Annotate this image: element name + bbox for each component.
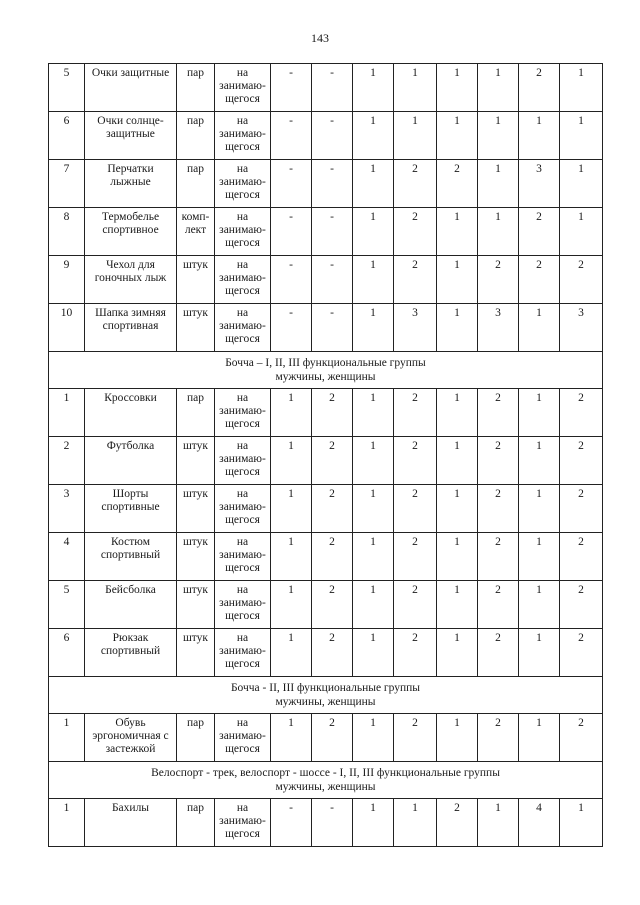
quantity-cell: 2 xyxy=(478,256,519,304)
quantity-cell: 2 xyxy=(394,533,437,581)
usage-cell: на занимаю-щегося xyxy=(215,714,271,762)
usage-cell: на занимаю-щегося xyxy=(215,64,271,112)
item-name-cell: Рюкзак спортивный xyxy=(85,629,177,677)
quantity-cell: 1 xyxy=(394,112,437,160)
row-number-cell: 9 xyxy=(49,256,85,304)
row-number-cell: 1 xyxy=(49,799,85,847)
quantity-cell: 1 xyxy=(519,485,560,533)
row-number-cell: 6 xyxy=(49,629,85,677)
quantity-cell: 2 xyxy=(312,389,353,437)
quantity-cell: 2 xyxy=(519,256,560,304)
quantity-cell: - xyxy=(312,112,353,160)
quantity-cell: 1 xyxy=(353,208,394,256)
quantity-cell: 1 xyxy=(353,64,394,112)
quantity-cell: - xyxy=(271,208,312,256)
quantity-cell: 2 xyxy=(519,208,560,256)
section-title-line2: мужчины, женщины xyxy=(275,696,376,708)
unit-cell: пар xyxy=(177,714,215,762)
row-number-cell: 10 xyxy=(49,304,85,352)
quantity-cell: 1 xyxy=(519,533,560,581)
quantity-cell: 1 xyxy=(437,533,478,581)
page-number: 143 xyxy=(311,31,329,45)
quantity-cell: 1 xyxy=(353,533,394,581)
usage-cell: на занимаю-щегося xyxy=(215,304,271,352)
quantity-cell: - xyxy=(271,160,312,208)
usage-cell: на занимаю-щегося xyxy=(215,437,271,485)
table-row xyxy=(49,437,603,485)
table-row xyxy=(49,256,603,304)
item-name-cell: Чехол для гоночных лыж xyxy=(85,256,177,304)
quantity-cell: 2 xyxy=(394,208,437,256)
quantity-cell: 2 xyxy=(560,533,603,581)
quantity-cell: 1 xyxy=(271,485,312,533)
table-row xyxy=(49,389,603,437)
quantity-cell: - xyxy=(271,799,312,847)
quantity-cell: 2 xyxy=(394,389,437,437)
quantity-cell: 2 xyxy=(478,533,519,581)
usage-cell: на занимаю-щегося xyxy=(215,160,271,208)
quantity-cell: 1 xyxy=(519,437,560,485)
quantity-cell: 1 xyxy=(271,581,312,629)
quantity-cell: 1 xyxy=(560,799,603,847)
quantity-cell: 2 xyxy=(519,64,560,112)
quantity-cell: 1 xyxy=(353,581,394,629)
section-header-row xyxy=(49,677,603,714)
quantity-cell: 1 xyxy=(353,799,394,847)
quantity-cell: 1 xyxy=(353,256,394,304)
quantity-cell: - xyxy=(271,64,312,112)
quantity-cell: 1 xyxy=(437,208,478,256)
quantity-cell: 2 xyxy=(560,714,603,762)
quantity-cell: 2 xyxy=(394,160,437,208)
quantity-cell: 3 xyxy=(394,304,437,352)
quantity-cell: 1 xyxy=(353,389,394,437)
quantity-cell: 1 xyxy=(353,485,394,533)
quantity-cell: 2 xyxy=(394,256,437,304)
quantity-cell: 1 xyxy=(560,160,603,208)
quantity-cell: 2 xyxy=(312,533,353,581)
quantity-cell: 1 xyxy=(437,256,478,304)
quantity-cell: 2 xyxy=(560,581,603,629)
unit-cell: штук xyxy=(177,485,215,533)
item-name-cell: Костюм спортивный xyxy=(85,533,177,581)
quantity-cell: 1 xyxy=(519,581,560,629)
item-name-cell: Кроссовки xyxy=(85,389,177,437)
usage-cell: на занимаю-щегося xyxy=(215,629,271,677)
unit-cell: комп-лект xyxy=(177,208,215,256)
unit-cell: пар xyxy=(177,64,215,112)
quantity-cell: 1 xyxy=(353,160,394,208)
quantity-cell: 2 xyxy=(478,714,519,762)
section-title-line2: мужчины, женщины xyxy=(275,371,376,383)
quantity-cell: 1 xyxy=(437,304,478,352)
quantity-cell: 1 xyxy=(519,714,560,762)
table-row xyxy=(49,64,603,112)
usage-cell: на занимаю-щегося xyxy=(215,112,271,160)
quantity-cell: 2 xyxy=(478,629,519,677)
section-header-row xyxy=(49,352,603,389)
row-number-cell: 3 xyxy=(49,485,85,533)
section-title-line1: Велоспорт - трек, велоспорт - шоссе - I, II, III функциональные группы xyxy=(151,767,500,779)
quantity-cell: 1 xyxy=(437,714,478,762)
quantity-cell: 2 xyxy=(437,160,478,208)
quantity-cell: 3 xyxy=(519,160,560,208)
quantity-cell: 2 xyxy=(312,437,353,485)
item-name-cell: Очки защитные xyxy=(85,64,177,112)
quantity-cell: 2 xyxy=(312,581,353,629)
quantity-cell: 1 xyxy=(478,64,519,112)
unit-cell: пар xyxy=(177,112,215,160)
quantity-cell: 2 xyxy=(560,629,603,677)
quantity-cell: - xyxy=(312,64,353,112)
quantity-cell: - xyxy=(312,799,353,847)
quantity-cell: 4 xyxy=(519,799,560,847)
unit-cell: штук xyxy=(177,533,215,581)
item-name-cell: Бейсболка xyxy=(85,581,177,629)
row-number-cell: 5 xyxy=(49,64,85,112)
table-row xyxy=(49,160,603,208)
quantity-cell: 3 xyxy=(478,304,519,352)
row-number-cell: 2 xyxy=(49,437,85,485)
usage-cell: на занимаю-щегося xyxy=(215,389,271,437)
row-number-cell: 4 xyxy=(49,533,85,581)
table-row xyxy=(49,304,603,352)
quantity-cell: 1 xyxy=(478,208,519,256)
quantity-cell: - xyxy=(312,160,353,208)
quantity-cell: 2 xyxy=(312,629,353,677)
quantity-cell: 1 xyxy=(478,112,519,160)
quantity-cell: 1 xyxy=(271,437,312,485)
quantity-cell: 2 xyxy=(560,437,603,485)
quantity-cell: 2 xyxy=(478,389,519,437)
unit-cell: штук xyxy=(177,256,215,304)
usage-cell: на занимаю-щегося xyxy=(215,533,271,581)
table-row xyxy=(49,533,603,581)
item-name-cell: Шапка зимняя спортивная xyxy=(85,304,177,352)
row-number-cell: 1 xyxy=(49,389,85,437)
quantity-cell: 1 xyxy=(437,64,478,112)
quantity-cell: 1 xyxy=(271,714,312,762)
quantity-cell: 1 xyxy=(353,714,394,762)
quantity-cell: 1 xyxy=(478,160,519,208)
quantity-cell: 2 xyxy=(478,581,519,629)
quantity-cell: 2 xyxy=(394,714,437,762)
quantity-cell: 2 xyxy=(312,714,353,762)
quantity-cell: 1 xyxy=(353,112,394,160)
table-row xyxy=(49,208,603,256)
quantity-cell: 1 xyxy=(437,389,478,437)
quantity-cell: 2 xyxy=(394,629,437,677)
usage-cell: на занимаю-щегося xyxy=(215,581,271,629)
row-number-cell: 1 xyxy=(49,714,85,762)
quantity-cell: - xyxy=(271,112,312,160)
unit-cell: пар xyxy=(177,389,215,437)
table-row xyxy=(49,112,603,160)
quantity-cell: 1 xyxy=(560,208,603,256)
quantity-cell: 1 xyxy=(437,485,478,533)
quantity-cell: 1 xyxy=(394,64,437,112)
usage-cell: на занимаю-щегося xyxy=(215,256,271,304)
item-name-cell: Шорты спортивные xyxy=(85,485,177,533)
item-name-cell: Очки солнце-защитные xyxy=(85,112,177,160)
unit-cell: штук xyxy=(177,437,215,485)
quantity-cell: 1 xyxy=(394,799,437,847)
table-row xyxy=(49,714,603,762)
quantity-cell: 2 xyxy=(478,437,519,485)
row-number-cell: 7 xyxy=(49,160,85,208)
table-row xyxy=(49,581,603,629)
table-row xyxy=(49,799,603,847)
unit-cell: пар xyxy=(177,160,215,208)
quantity-cell: - xyxy=(271,256,312,304)
usage-cell: на занимаю-щегося xyxy=(215,485,271,533)
row-number-cell: 8 xyxy=(49,208,85,256)
item-name-cell: Обувь эргономичная с застежкой xyxy=(85,714,177,762)
section-title-line1: Бочча - II, III функциональные группы xyxy=(230,682,421,694)
quantity-cell: 2 xyxy=(478,485,519,533)
quantity-cell: 1 xyxy=(437,629,478,677)
quantity-cell: 1 xyxy=(519,112,560,160)
section-title-line1: Бочча – I, II, III функциональные группы xyxy=(225,357,426,369)
quantity-cell: - xyxy=(312,256,353,304)
item-name-cell: Перчатки лыжные xyxy=(85,160,177,208)
quantity-cell: 1 xyxy=(353,437,394,485)
quantity-cell: - xyxy=(312,208,353,256)
section-title xyxy=(49,762,603,799)
quantity-cell: 2 xyxy=(560,485,603,533)
item-name-cell: Футболка xyxy=(85,437,177,485)
quantity-cell: 1 xyxy=(560,112,603,160)
quantity-cell: 1 xyxy=(560,64,603,112)
unit-cell: штук xyxy=(177,629,215,677)
unit-cell: штук xyxy=(177,581,215,629)
quantity-cell: 2 xyxy=(394,581,437,629)
section-title-line2: мужчины, женщины xyxy=(275,781,376,793)
equipment-table xyxy=(48,63,603,847)
row-number-cell: 5 xyxy=(49,581,85,629)
quantity-cell: 2 xyxy=(394,485,437,533)
quantity-cell: 1 xyxy=(437,112,478,160)
table-row xyxy=(49,485,603,533)
quantity-cell: 2 xyxy=(560,389,603,437)
quantity-cell: 1 xyxy=(271,389,312,437)
quantity-cell: 2 xyxy=(394,437,437,485)
quantity-cell: 1 xyxy=(271,533,312,581)
usage-cell: на занимаю-щегося xyxy=(215,799,271,847)
quantity-cell: 1 xyxy=(478,799,519,847)
section-title xyxy=(49,677,603,714)
quantity-cell: 1 xyxy=(437,437,478,485)
row-number-cell: 6 xyxy=(49,112,85,160)
quantity-cell: 1 xyxy=(519,389,560,437)
quantity-cell: 1 xyxy=(519,304,560,352)
table-row xyxy=(49,629,603,677)
quantity-cell: - xyxy=(312,304,353,352)
section-title xyxy=(49,352,603,389)
item-name-cell: Термобелье спортивное xyxy=(85,208,177,256)
quantity-cell: 2 xyxy=(312,485,353,533)
quantity-cell: 1 xyxy=(437,581,478,629)
section-header-row xyxy=(49,762,603,799)
quantity-cell: 2 xyxy=(560,256,603,304)
quantity-cell: 2 xyxy=(437,799,478,847)
quantity-cell: 3 xyxy=(560,304,603,352)
unit-cell: пар xyxy=(177,799,215,847)
quantity-cell: 1 xyxy=(353,304,394,352)
quantity-cell: 1 xyxy=(353,629,394,677)
quantity-cell: 1 xyxy=(271,629,312,677)
quantity-cell: 1 xyxy=(519,629,560,677)
unit-cell: штук xyxy=(177,304,215,352)
item-name-cell: Бахилы xyxy=(85,799,177,847)
usage-cell: на занимаю-щегося xyxy=(215,208,271,256)
quantity-cell: - xyxy=(271,304,312,352)
